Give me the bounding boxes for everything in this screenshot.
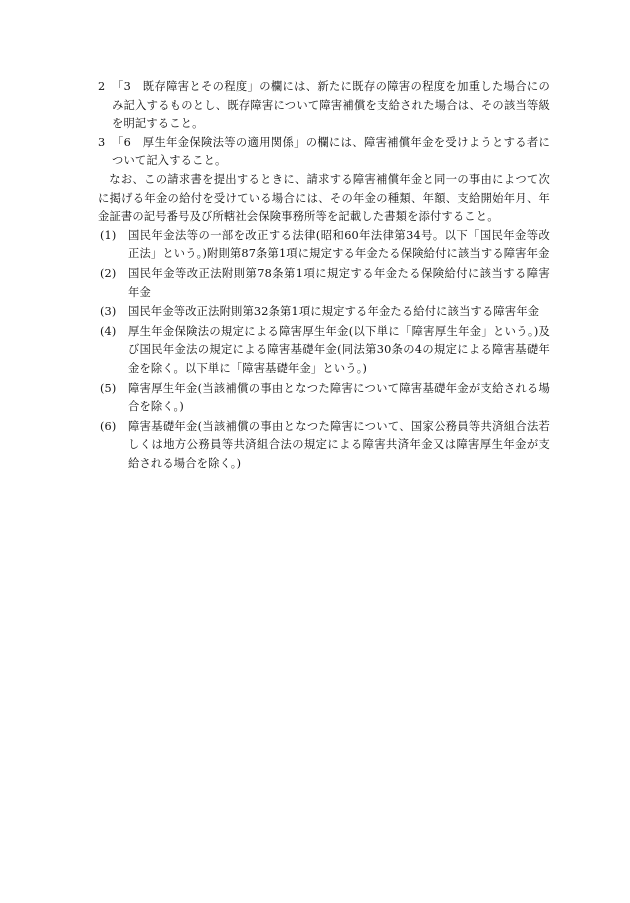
list-item-text: 厚生年金保険法の規定による障害厚生年金(以下単に「障害厚生年金」という。)及び国民年金法の規定による障害基礎年金(同法第30条の4の規定による障害基礎年金を除く。以下単に「障害基礎年金」という。) (128, 324, 550, 375)
list-item-text: 障害厚生年金(当該補償の事由となつた障害について障害基礎年金が支給される場合を除く。) (128, 381, 550, 414)
list-item-number: (4) (100, 324, 117, 338)
list-item-number: (3) (100, 305, 117, 319)
list-item (98, 323, 550, 379)
list-item (98, 418, 550, 474)
attachment-paragraph: なお、この請求書を提出するときに、請求する障害補償年金と同一の事由によつて次に掲げる年金の給付を受けている場合には、その年金の種類、年額、支給開始年月、年金証書の記号番号及び所轄社会保険事務所等を記載した書類を添付すること。 (98, 172, 550, 224)
list-item-text: 国民年金等改正法附則第32条第1項に規定する年金たる給付に該当する障害年金 (128, 305, 540, 319)
list-item-number: (5) (100, 381, 117, 395)
list-item (98, 303, 550, 322)
pension-list (98, 227, 550, 474)
list-item (98, 227, 550, 264)
note-item-2 (98, 78, 550, 134)
list-item (98, 380, 550, 417)
list-item-number: (2) (100, 266, 117, 280)
list-item-number: (6) (100, 419, 117, 433)
note-number: 2 (98, 80, 106, 93)
list-item-text: 障害基礎年金(当該補償の事由となつた障害について、国家公務員等共済組合法若しくは地方公務員等共済組合法の規定による障害共済年金又は障害厚生年金が支給される場合を除く。) (128, 419, 550, 470)
instructions-text (98, 78, 550, 474)
list-item-text: 国民年金等改正法附則第78条第1項に規定する年金たる保険給付に該当する障害年金 (128, 266, 550, 299)
note-item-3 (98, 134, 550, 171)
note-text: 「6 厚生年金保険法等の適用関係」の欄には、障害補償年金を受けようとする者について記入すること。 (112, 135, 550, 168)
list-item-number: (1) (100, 228, 117, 242)
note-number: 3 (98, 135, 106, 149)
note-text: 「3 既存障害とその程度」の欄には、新たに既存の障害の程度を加重した場合にのみ記入するものとし、既存障害について障害補償を支給された場合は、その該当等級を明記すること。 (112, 80, 550, 131)
list-item (98, 265, 550, 302)
list-item-text: 国民年金法等の一部を改正する法律(昭和60年法律第34号。以下「国民年金等改正法」という。)附則第87条第1項に規定する年金たる保険給付に該当する障害年金 (128, 228, 550, 261)
